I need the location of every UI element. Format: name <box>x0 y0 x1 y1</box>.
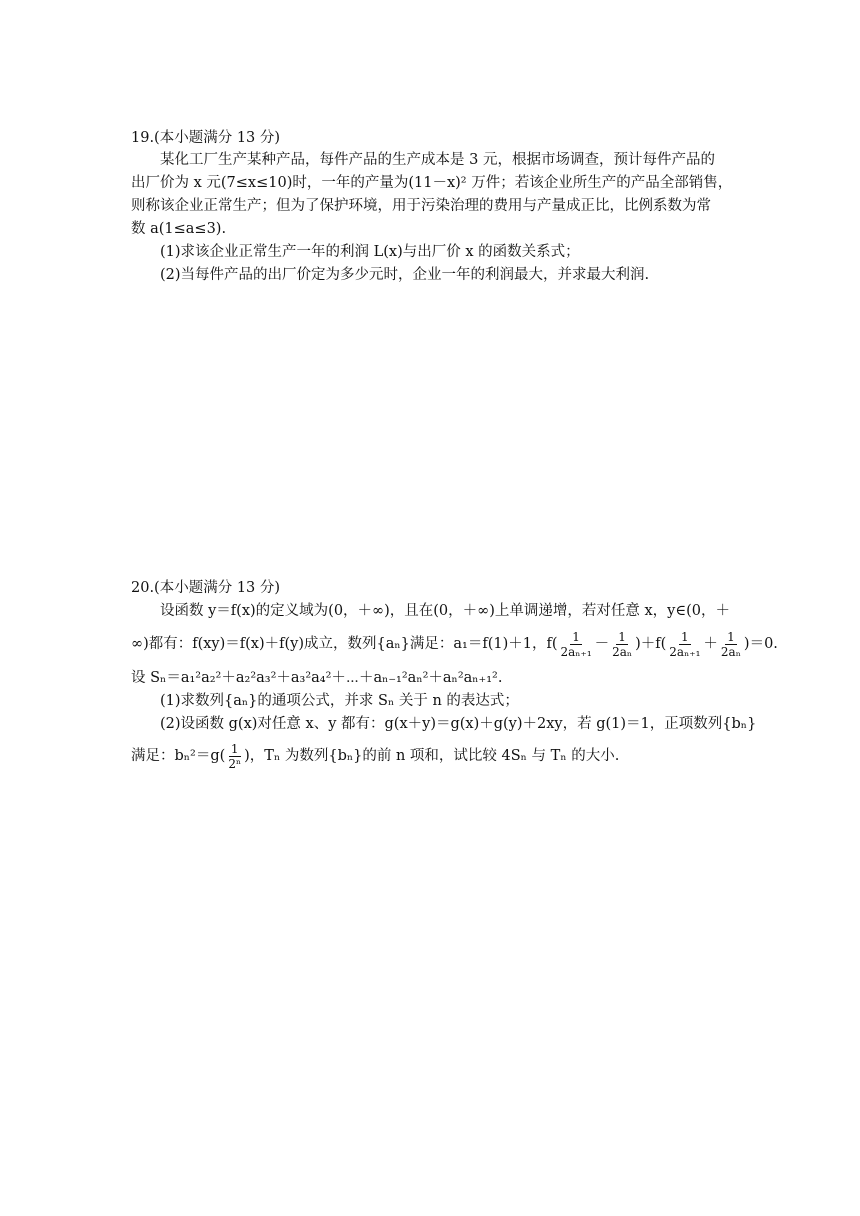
plus-sign: ＋ <box>703 636 718 652</box>
q20-line-2-text: ∞)都有：f(xy)＝f(x)＋f(y)成立，数列{aₙ}满足：a₁＝f(1)＋1，f( <box>131 636 558 652</box>
q20-subquestion-1: (1)求数列{aₙ}的通项公式，并求 Sₙ 关于 n 的表达式； <box>160 693 519 709</box>
fraction: $\frac{1}{\text{2ⁿ}}$ <box>228 741 242 771</box>
minus-sign: － <box>594 636 610 652</box>
fraction: $\frac{1}{\text{2aₙ}}$ <box>612 629 633 659</box>
q20-subquestion-2: (2)设函数 g(x)对任意 x、y 都有：g(x＋y)＝g(x)＋g(y)＋2xy，若 g(1)＝1，正项数列{bₙ} <box>160 716 757 732</box>
q20-line-2-end: )＝0. <box>743 636 778 652</box>
q20-line-3: 设 Sₙ＝a₁²a₂²＋a₂²a₃²＋a₃²a₄²＋⋯＋aₙ₋₁²aₙ²＋aₙ²aₙ₊₁². <box>131 670 503 686</box>
fraction: $\frac{1}{\text{2aₙ}}$ <box>720 629 741 659</box>
q19-para-line-4: 数 a(1≤a≤3). <box>131 221 227 237</box>
q20-line-2 <box>131 628 778 660</box>
q20-line-1: 设函数 y＝f(x)的定义域为(0，＋∞)，且在(0，＋∞)上单调递增，若对任意 x，y∈(0，＋ <box>160 603 730 619</box>
q20-sub2-text-b: )，Tₙ 为数列{bₙ}的前 n 项和，试比较 4Sₙ 与 Tₙ 的大小. <box>244 748 620 764</box>
q20-sub2-text-a: 满足：bₙ²＝g( <box>131 748 226 764</box>
q20-header: 20.(本小题满分 13 分) <box>131 580 281 596</box>
fraction: $\frac{1}{\text{2aₙ₊₁}}$ <box>560 629 592 659</box>
q20-line-2-mid: )＋f( <box>635 636 667 652</box>
q19-para-line-2: 出厂价为 x 元(7≤x≤10)时，一年的产量为(11－x)² 万件；若该企业所生产的产品全部销售， <box>131 175 733 191</box>
q19-header: 19.(本小题满分 13 分) <box>131 130 281 146</box>
q19-para-line-1: 某化工厂生产某种产品，每件产品的生产成本是 3 元，根据市场调查，预计每件产品的 <box>160 152 715 168</box>
q20-subquestion-2-cont <box>131 740 619 772</box>
q19-subquestion-1: (1)求该企业正常生产一年的利润 L(x)与出厂价 x 的函数关系式； <box>160 244 580 260</box>
fraction: $\frac{1}{\text{2aₙ₊₁}}$ <box>669 629 701 659</box>
q19-subquestion-2: (2)当每件产品的出厂价定为多少元时，企业一年的利润最大，并求最大利润. <box>160 267 650 283</box>
q19-para-line-3: 则称该企业正常生产；但为了保护环境，用于污染治理的费用与产量成正比，比例系数为常 <box>131 198 711 214</box>
